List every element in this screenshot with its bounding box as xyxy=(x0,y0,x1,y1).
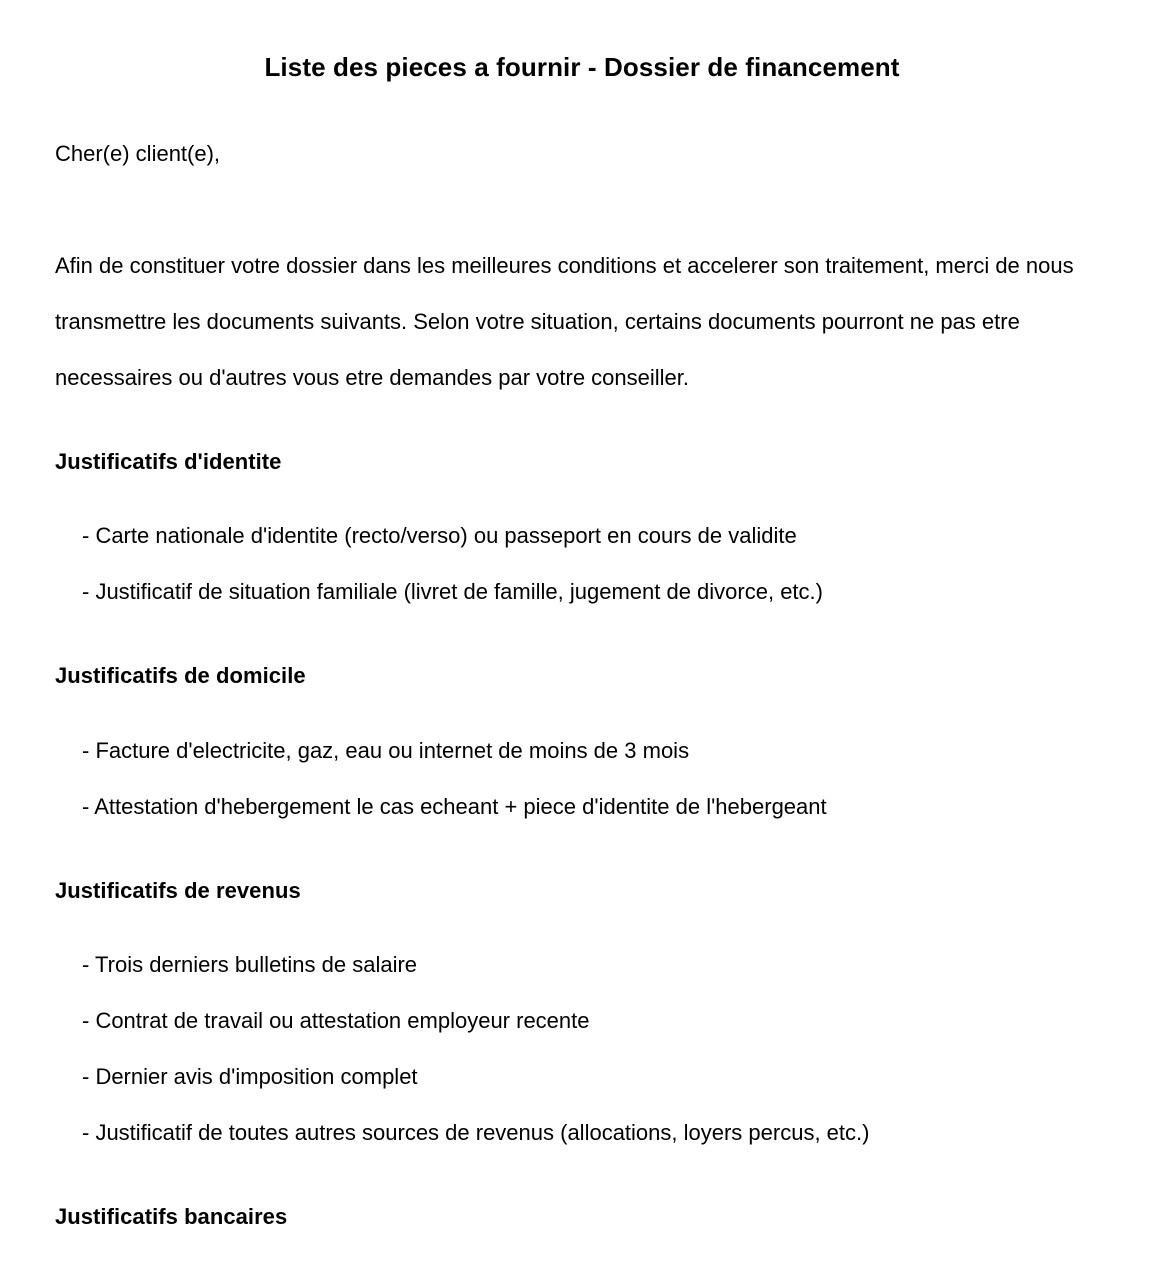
bullet-list-revenus xyxy=(55,937,1110,1161)
section-heading-identite: Justificatifs d'identite xyxy=(55,449,282,474)
bullet-list-domicile xyxy=(55,723,1110,835)
list-item: - Contrat de travail ou attestation employeur recente xyxy=(82,1007,590,1033)
document-body xyxy=(55,104,1110,1263)
section-heading-revenus: Justificatifs de revenus xyxy=(55,877,301,903)
section-heading-bancaires: Justificatifs bancaires xyxy=(55,1203,288,1229)
section-revenus xyxy=(55,863,1110,1161)
list-item: - Justificatif de toutes autres sources de revenus (allocations, loyers percus, etc.) xyxy=(82,1119,870,1145)
list-item: - Trois derniers bulletins de salaire xyxy=(82,951,418,977)
section-bancaires xyxy=(55,1189,1110,1245)
intro-paragraph: Afin de constituer votre dossier dans les meilleures conditions et accelerer son traitement, merci de nous transmettre les documents suivants. Selon votre situation, certains documents pourront ne pas etre necessaires ou d'autres vous etre demandes par votre conseiller. xyxy=(55,253,1074,390)
list-item: - Facture d'electricite, gaz, eau ou internet de moins de 3 mois xyxy=(82,737,690,763)
list-item: - Dernier avis d'imposition complet xyxy=(82,1063,418,1089)
bullet-list-identite xyxy=(55,508,1110,620)
section-identite xyxy=(55,434,1110,620)
list-item: - Justificatif de situation familiale (livret de famille, jugement de divorce, etc.) xyxy=(82,579,823,605)
section-domicile xyxy=(55,648,1110,834)
salutation-text: Cher(e) client(e), xyxy=(55,141,221,166)
list-item: - Carte nationale d'identite (recto/verso) ou passeport en cours de validite xyxy=(82,523,797,549)
section-heading-domicile: Justificatifs de domicile xyxy=(55,663,306,689)
list-item: - Attestation d'hebergement le cas echeant + piece d'identite de l'hebergeant xyxy=(82,793,827,819)
page-title: Liste des pieces a fournir - Dossier de financement xyxy=(264,52,900,83)
